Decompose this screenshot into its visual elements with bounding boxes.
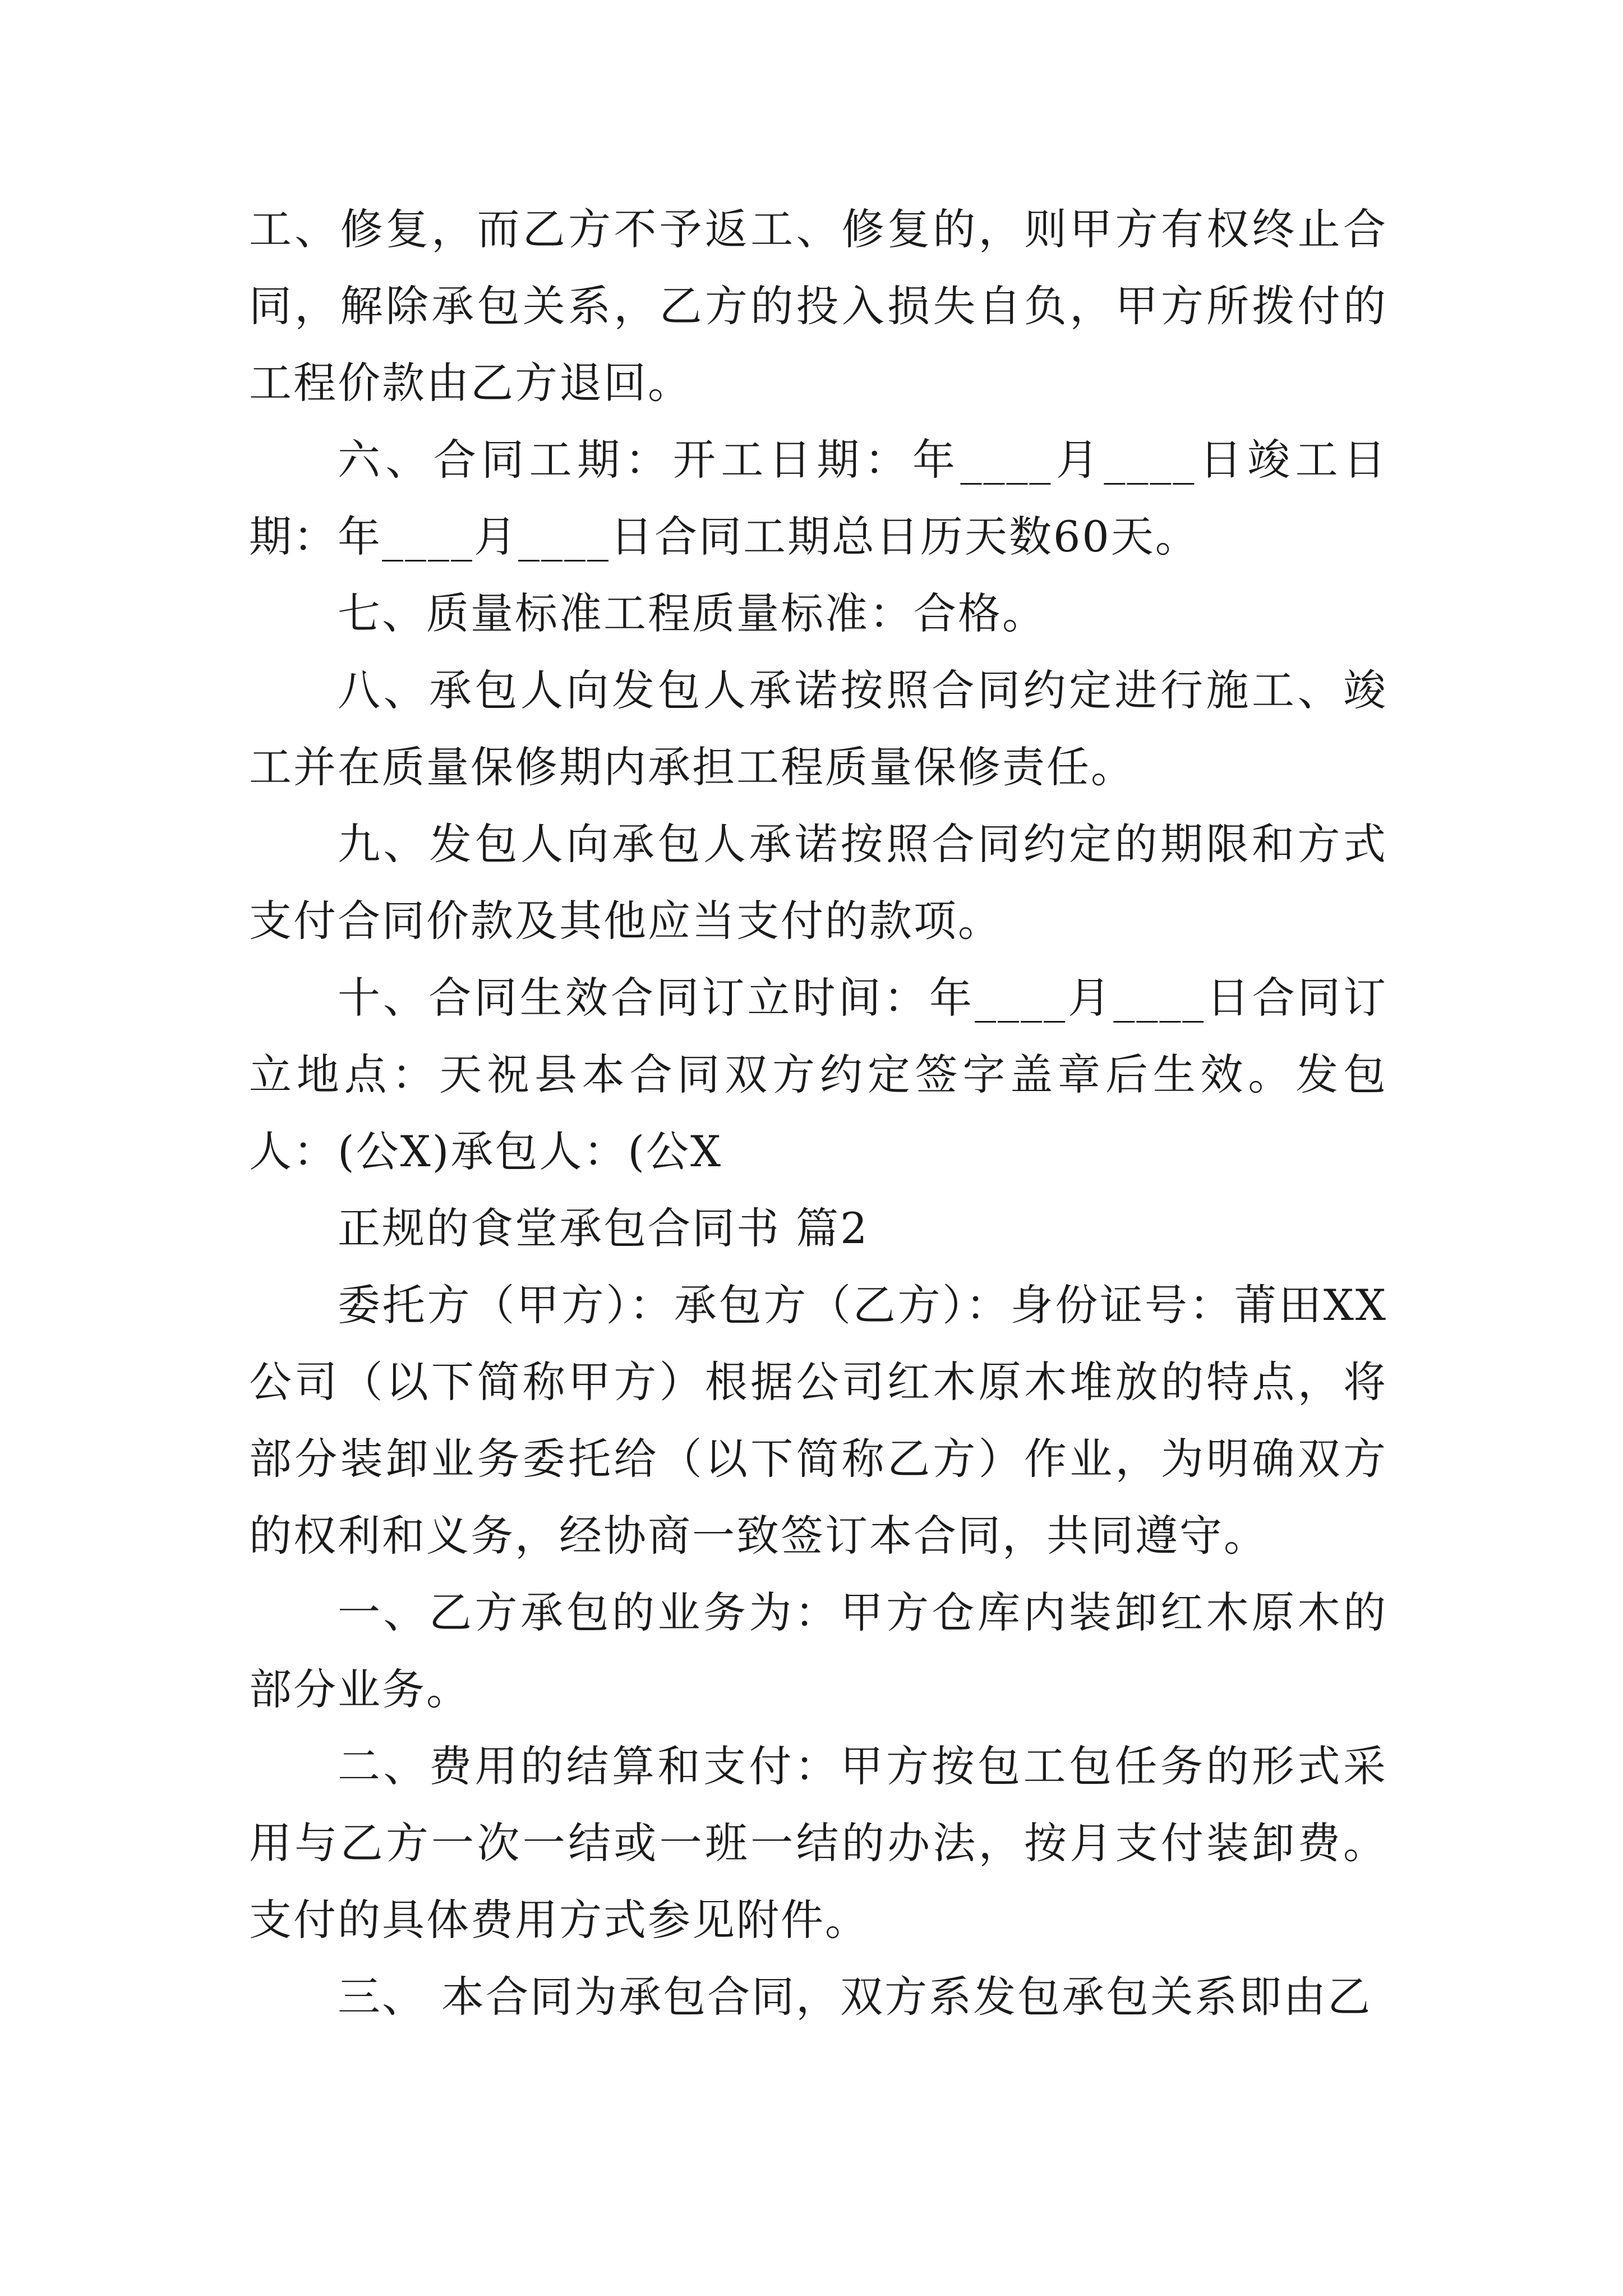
paragraph-clause-7: 七、质量标准工程质量标准：合格。: [338, 588, 1046, 638]
paragraph-clause-9: 九、发包人向承包人承诺按照合同约定的期限和方式支付合同价款及其他应当支付的款项。: [249, 819, 1387, 946]
paragraph-preamble: 委托方（甲方）：承包方（乙方）：身份证号：莆田XX公司（以下简称甲方）根据公司红木原木堆放的特点，将部分装卸业务委托给（以下简称乙方）作业，为明确双方的权利和义务，经协商一致签订本合同，共同遵守。: [249, 1280, 1387, 1561]
paragraph-article-3: 三、 本合同为承包合同，双方系发包承包关系即由乙: [338, 1972, 1372, 2022]
paragraph-article-2: 二、费用的结算和支付：甲方按包工包任务的形式采用与乙方一次一结或一班一结的办法，按月支付装卸费。支付的具体费用方式参见附件。: [249, 1741, 1387, 1945]
paragraph-clause-10: 十、合同生效合同订立时间：年____月____日合同订立地点：天祝县本合同双方约定签字盖章后生效。发包人：(公X)承包人：(公X: [249, 973, 1387, 1176]
paragraph-article-1: 一、乙方承包的业务为：甲方仓库内装卸红木原木的部分业务。: [249, 1588, 1387, 1714]
document-body: [249, 191, 1387, 2035]
paragraph-continuation: 工、修复，而乙方不予返工、修复的，则甲方有权终止合同，解除承包关系，乙方的投入损失自负，甲方所拨付的工程价款由乙方退回。: [249, 204, 1387, 408]
paragraph-clause-6: 六、合同工期：开工日期：年____月____日竣工日期：年____月____日合同工期总日历天数60天。: [249, 435, 1387, 562]
paragraph-clause-8: 八、承包人向发包人承诺按照合同约定进行施工、竣工并在质量保修期内承担工程质量保修责任。: [249, 665, 1387, 792]
section-heading: 正规的食堂承包合同书 篇2: [338, 1203, 869, 1253]
